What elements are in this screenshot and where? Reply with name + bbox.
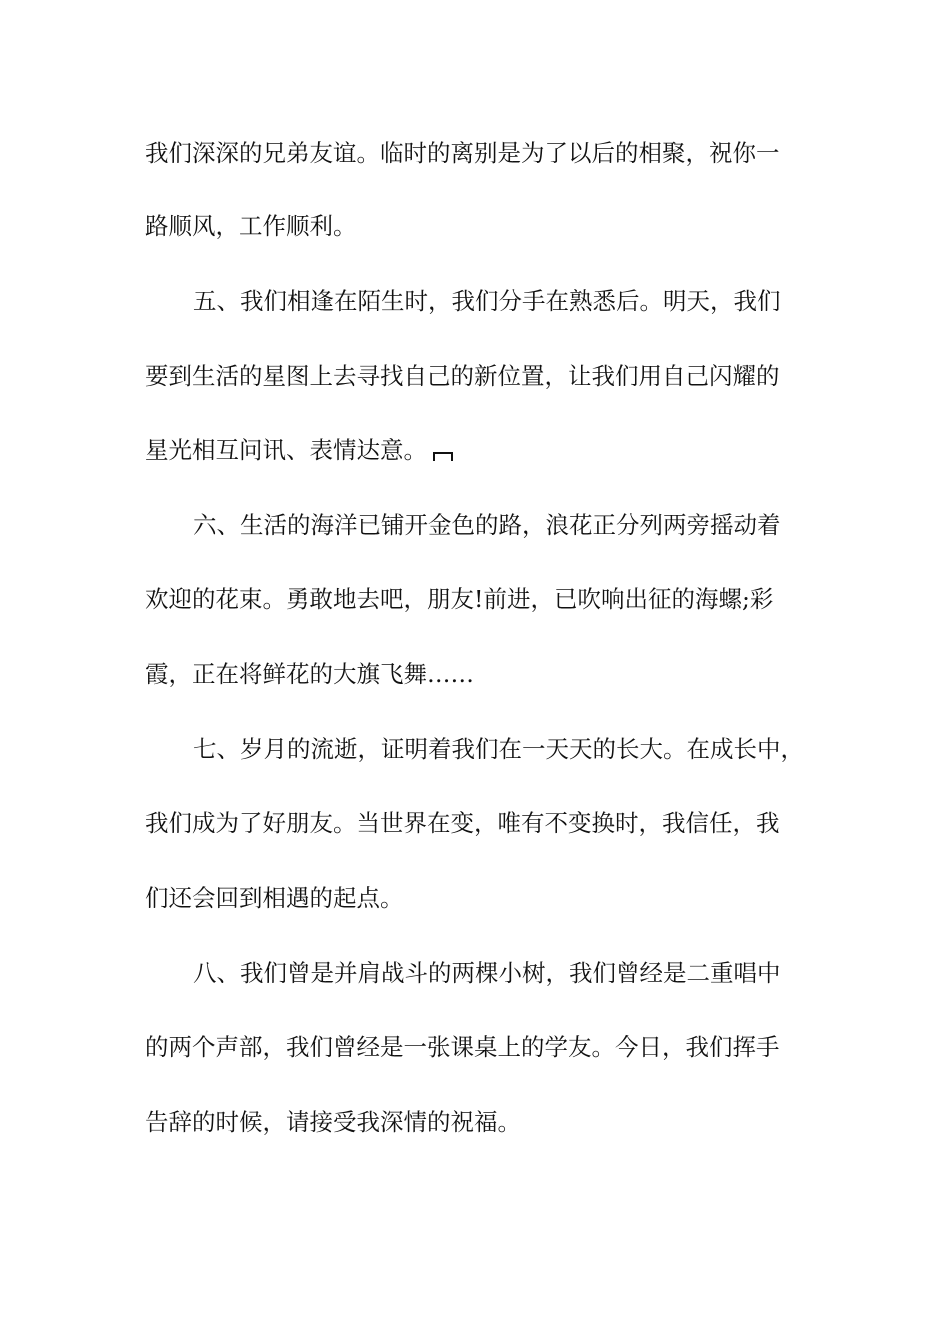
paragraph-7-line-1: 七、岁月的流逝，证明着我们在一天天的长大。在成长中， bbox=[193, 735, 804, 763]
paragraph-8-line-2: 的两个声部，我们曾经是一张课桌上的学友。今日，我们挥手 bbox=[145, 1033, 780, 1061]
paragraph-8-line-3: 告辞的时候，请接受我深情的祝福。 bbox=[145, 1108, 521, 1136]
paragraph-5-line-3: 星光相互问讯、表情达意。 bbox=[145, 436, 427, 464]
bracket-mark-icon bbox=[433, 452, 453, 461]
paragraph-5-line-1: 五、我们相逢在陌生时，我们分手在熟悉后。明天，我们 bbox=[193, 287, 781, 315]
paragraph-7-line-3: 们还会回到相遇的起点。 bbox=[145, 884, 404, 912]
paragraph-6-line-3: 霞，正在将鲜花的大旗飞舞…… bbox=[145, 660, 474, 688]
text-line-1: 我们深深的兄弟友谊。临时的离别是为了以后的相聚，祝你一 bbox=[145, 139, 780, 167]
paragraph-7-line-2: 我们成为了好朋友。当世界在变，唯有不变换时，我信任，我 bbox=[145, 809, 780, 837]
paragraph-6-line-2: 欢迎的花束。勇敢地去吧，朋友!前进，已吹响出征的海螺;彩 bbox=[145, 585, 774, 613]
paragraph-5-line-2: 要到生活的星图上去寻找自己的新位置，让我们用自己闪耀的 bbox=[145, 362, 780, 390]
paragraph-6-line-1: 六、生活的海洋已铺开金色的路，浪花正分列两旁摇动着 bbox=[193, 511, 781, 539]
paragraph-8-line-1: 八、我们曾是并肩战斗的两棵小树，我们曾经是二重唱中 bbox=[193, 959, 781, 987]
text-line-2: 路顺风，工作顺利。 bbox=[145, 212, 357, 240]
